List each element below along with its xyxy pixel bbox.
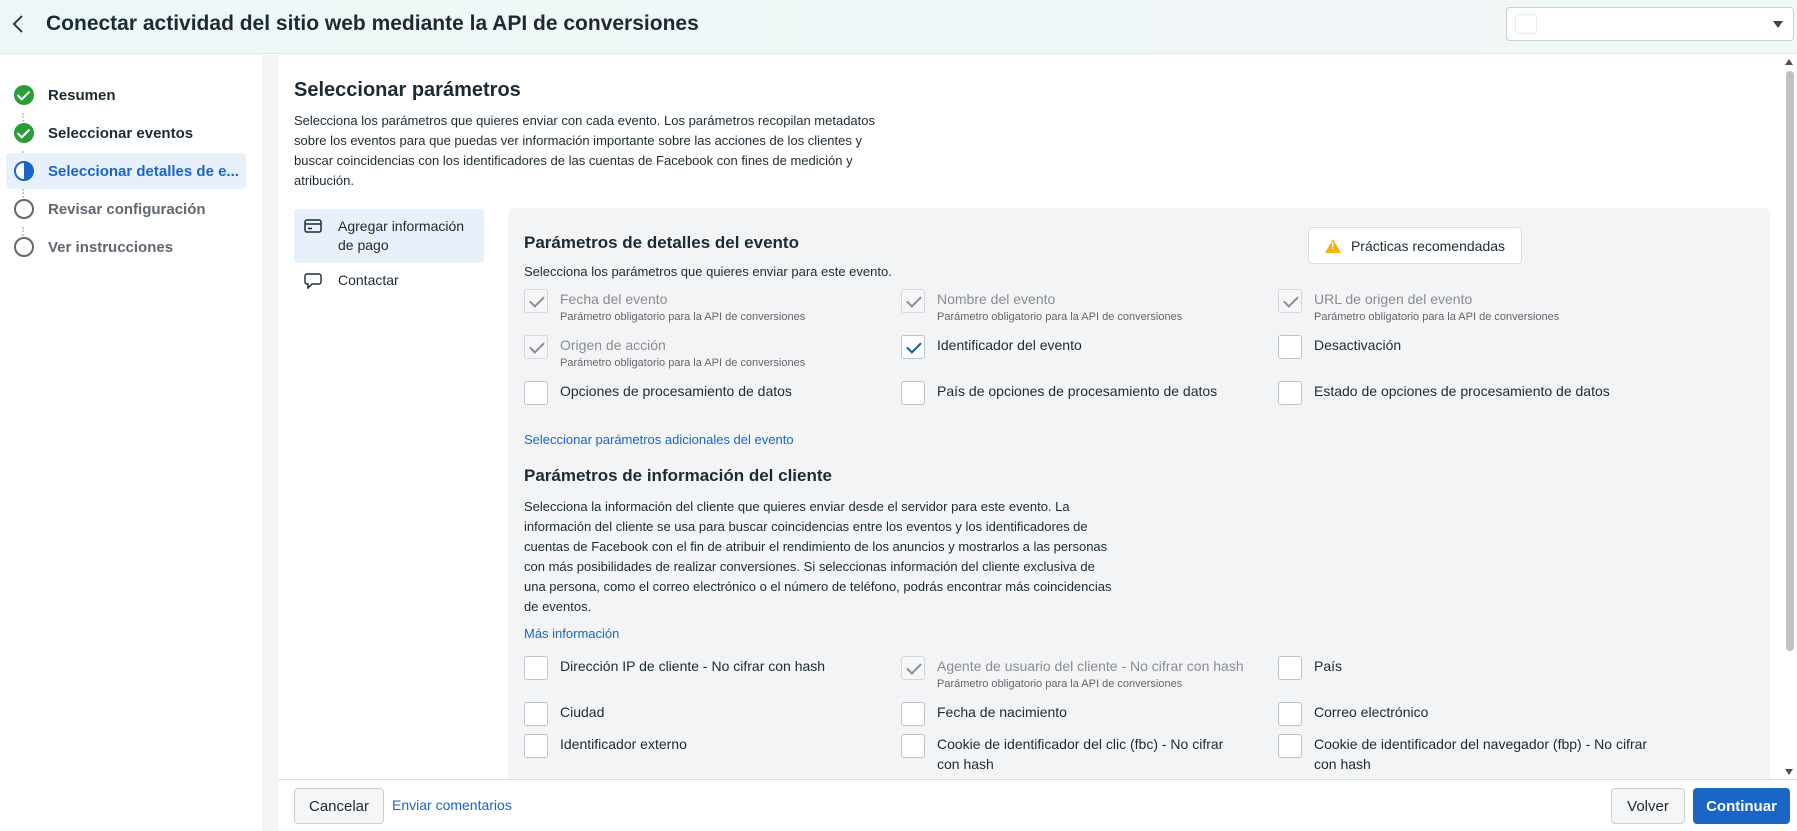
checkbox[interactable] [1278, 656, 1302, 680]
param-email [1278, 702, 1428, 726]
step-label: Ver instrucciones [48, 238, 174, 256]
scroll-down-icon[interactable] [1785, 769, 1793, 775]
param-label: Origen de acción [560, 337, 666, 353]
checkbox[interactable] [901, 381, 925, 405]
cancel-button[interactable]: Cancelar [294, 788, 384, 824]
param-label: Fecha de nacimiento [937, 704, 1067, 720]
checkbox[interactable] [901, 734, 925, 758]
param-external-id [524, 734, 687, 758]
scroll-thumb[interactable] [1786, 71, 1794, 651]
checkbox[interactable] [901, 289, 925, 313]
event-tab-contact[interactable] [294, 263, 484, 302]
param-fbc-cookie [901, 734, 1241, 774]
param-data-processing-country [901, 381, 1217, 405]
required-note: Parámetro obligatorio para la API de conversiones [560, 311, 806, 323]
best-practices-label: Prácticas recomendadas [1350, 237, 1506, 254]
warning-icon [1325, 239, 1341, 253]
param-country [1278, 656, 1342, 680]
check-circle-icon [14, 123, 34, 143]
chevron-down-icon [1773, 21, 1783, 28]
customer-info-description: Selecciona la información del cliente que quieres enviar desde el servidor para este evento. La información del cliente se usa para buscar coincidencias entre los eventos y los identificadores de cuentas de Facebook con el fin de atribuir el rendimiento de los anuncios y mostrarlos a las personas con más posibilidades de realizar conversiones. Si seleccionas información del cliente exclusiva de una persona, como el correo electrónico o el número de teléfono, podrás encontrar más coincidencias de eventos. [524, 499, 1112, 614]
learn-more-link[interactable]: Más información [524, 626, 620, 641]
checkbox[interactable] [524, 656, 548, 680]
checkbox[interactable] [524, 381, 548, 405]
param-event-time [524, 289, 805, 324]
param-label: País [1314, 658, 1343, 674]
param-city [524, 702, 604, 726]
feedback-link[interactable]: Enviar comentarios [392, 797, 512, 813]
scroll-up-icon[interactable] [1785, 59, 1793, 65]
best-practices-button[interactable] [1308, 227, 1522, 264]
empty-circle-icon [14, 199, 34, 219]
param-event-name [901, 289, 1182, 324]
section-description: Selecciona los parámetros que quieres enviar con cada evento. Los parámetros recopilan metadatos sobre los eventos para que puedas ver información importante sobre las acciones de los clientes y buscar coincidencias con los identificadores de las cuentas de Facebook con fines de medición y atribución. [294, 113, 876, 188]
param-data-processing-state [1278, 381, 1610, 405]
param-action-source [524, 335, 805, 370]
footer-bar [278, 779, 1797, 831]
account-select[interactable] [1506, 7, 1794, 41]
step-review[interactable] [6, 191, 246, 227]
scrollbar[interactable] [1782, 55, 1797, 779]
param-label: Fecha del evento [560, 291, 668, 307]
param-label: URL de origen del evento [1314, 291, 1473, 307]
main-content [278, 55, 1782, 779]
param-label: Nombre del evento [937, 291, 1056, 307]
required-note: Parámetro obligatorio para la API de conversiones [937, 311, 1183, 323]
param-birth-date [901, 702, 1067, 726]
param-event-source-url [1278, 289, 1559, 324]
chat-bubble-icon [304, 273, 324, 294]
param-label: Desactivación [1314, 337, 1402, 353]
param-label: Dirección IP de cliente - No cifrar con hash [560, 658, 826, 674]
event-details-title: Parámetros de detalles del evento [524, 233, 799, 252]
param-label: Agente de usuario del cliente - No cifrar con hash [937, 658, 1244, 674]
checkbox[interactable] [901, 335, 925, 359]
required-note: Parámetro obligatorio para la API de conversiones [937, 678, 1183, 690]
half-circle-icon [14, 161, 34, 181]
step-label: Revisar configuración [48, 200, 206, 218]
back-button[interactable]: Volver [1611, 788, 1685, 824]
param-label: Identificador externo [560, 736, 687, 752]
checkbox[interactable] [901, 656, 925, 680]
param-label: Correo electrónico [1314, 704, 1429, 720]
param-client-user-agent [901, 656, 1244, 691]
checkbox[interactable] [1278, 289, 1302, 313]
parameters-panel [508, 208, 1770, 779]
param-client-ip [524, 656, 825, 680]
section-title: Seleccionar parámetros [294, 79, 521, 101]
param-label: Ciudad [560, 704, 605, 720]
param-data-processing-options [524, 381, 792, 405]
checkbox[interactable] [1278, 381, 1302, 405]
checkbox[interactable] [1278, 734, 1302, 758]
event-details-subtitle: Selecciona los parámetros que quieres enviar para este evento. [524, 264, 892, 279]
param-fbp-cookie [1278, 734, 1648, 774]
event-tab-label: Agregar información de pago [338, 218, 465, 253]
param-label: Identificador del evento [937, 337, 1082, 353]
checkbox[interactable] [1278, 335, 1302, 359]
checkbox[interactable] [524, 289, 548, 313]
step-summary[interactable] [6, 77, 246, 113]
top-bar [0, 0, 1797, 54]
param-label: Opciones de procesamiento de datos [560, 383, 792, 399]
param-label: Estado de opciones de procesamiento de datos [1314, 383, 1610, 399]
event-tab-add-payment-info[interactable] [294, 209, 484, 263]
step-label: Seleccionar detalles de e... [48, 162, 239, 180]
stepper-sidebar [0, 55, 262, 831]
checkbox[interactable] [901, 702, 925, 726]
event-tab-label: Contactar [338, 272, 399, 288]
continue-button[interactable]: Continuar [1693, 788, 1790, 824]
checkbox[interactable] [524, 702, 548, 726]
param-opt-out [1278, 335, 1401, 359]
account-avatar [1515, 14, 1537, 34]
step-select-events[interactable] [6, 115, 246, 151]
checkbox[interactable] [1278, 702, 1302, 726]
customer-info-title: Parámetros de información del cliente [524, 466, 832, 485]
step-select-details[interactable] [6, 153, 246, 189]
empty-circle-icon [14, 237, 34, 257]
page-title: Conectar actividad del sitio web mediante la API de conversiones [46, 12, 699, 35]
step-instructions[interactable] [6, 229, 246, 265]
required-note: Parámetro obligatorio para la API de conversiones [1314, 311, 1560, 323]
content-gutter [262, 55, 278, 831]
checkbox[interactable] [524, 734, 548, 758]
param-label: Cookie de identificador del navegador (fbp) - No cifrar con hash [1314, 736, 1648, 772]
step-label: Resumen [48, 86, 116, 104]
param-event-id [901, 335, 1082, 359]
credit-card-icon [304, 219, 324, 238]
required-note: Parámetro obligatorio para la API de conversiones [560, 357, 806, 369]
step-label: Seleccionar eventos [48, 124, 194, 142]
back-arrow-icon[interactable] [6, 12, 30, 36]
param-label: País de opciones de procesamiento de datos [937, 383, 1218, 399]
additional-event-params-link[interactable]: Seleccionar parámetros adicionales del evento [524, 432, 794, 447]
param-label: Cookie de identificador del clic (fbc) - No cifrar con hash [937, 736, 1224, 772]
check-circle-icon [14, 85, 34, 105]
checkbox[interactable] [524, 335, 548, 359]
